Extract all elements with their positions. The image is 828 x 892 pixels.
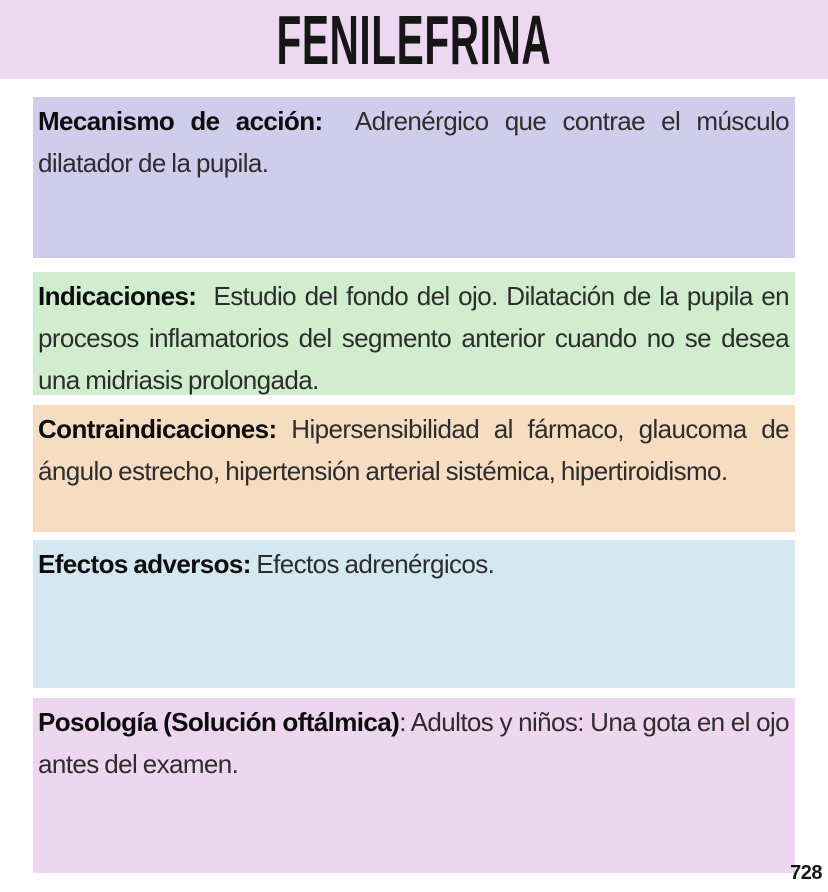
- section-label-indicaciones: Indicaciones:: [38, 281, 197, 311]
- page-number: 728: [790, 862, 822, 884]
- section-label-efectos-adversos: Efectos adversos:: [38, 549, 251, 579]
- section-label-posologia: Posología (Solución oftálmica): [38, 707, 400, 737]
- section-body-posologia: : Adultos y niños: Una gota en el ojo antes del examen.: [38, 707, 790, 779]
- section-mecanismo-de-accion: [33, 97, 795, 258]
- page-title: FENILEFRINA: [276, 0, 552, 79]
- section-paragraph: [38, 408, 789, 492]
- section-indicaciones: [33, 272, 795, 395]
- section-label-contraindicaciones: Contraindicaciones:: [38, 414, 277, 444]
- section-body-efectos-adversos: Efectos adrenérgicos.: [250, 549, 495, 579]
- section-label-mecanismo: Mecanismo de acción:: [38, 106, 323, 136]
- section-body-contraindicaciones: Hipersensibilidad al fármaco, glaucoma de ángulo estrecho, hipertensión arterial sistémica, hipertiroidismo.: [38, 414, 789, 486]
- header-banner: [0, 0, 828, 79]
- section-paragraph: [38, 100, 789, 184]
- section-body-mecanismo: Adrenérgico que contrae el músculo dilatador de la pupila.: [38, 106, 789, 178]
- section-contraindicaciones: [33, 405, 795, 532]
- section-posologia: [33, 698, 795, 873]
- section-efectos-adversos: [33, 540, 795, 688]
- section-paragraph: [38, 701, 789, 785]
- section-paragraph: [38, 275, 789, 401]
- section-body-indicaciones: Estudio del fondo del ojo. Dilatación de la pupila en procesos inflamatorios del segmento anterior cuando no se desea una midriasis prolongada.: [38, 281, 789, 395]
- sections-container: [33, 97, 795, 873]
- section-paragraph: [38, 543, 789, 585]
